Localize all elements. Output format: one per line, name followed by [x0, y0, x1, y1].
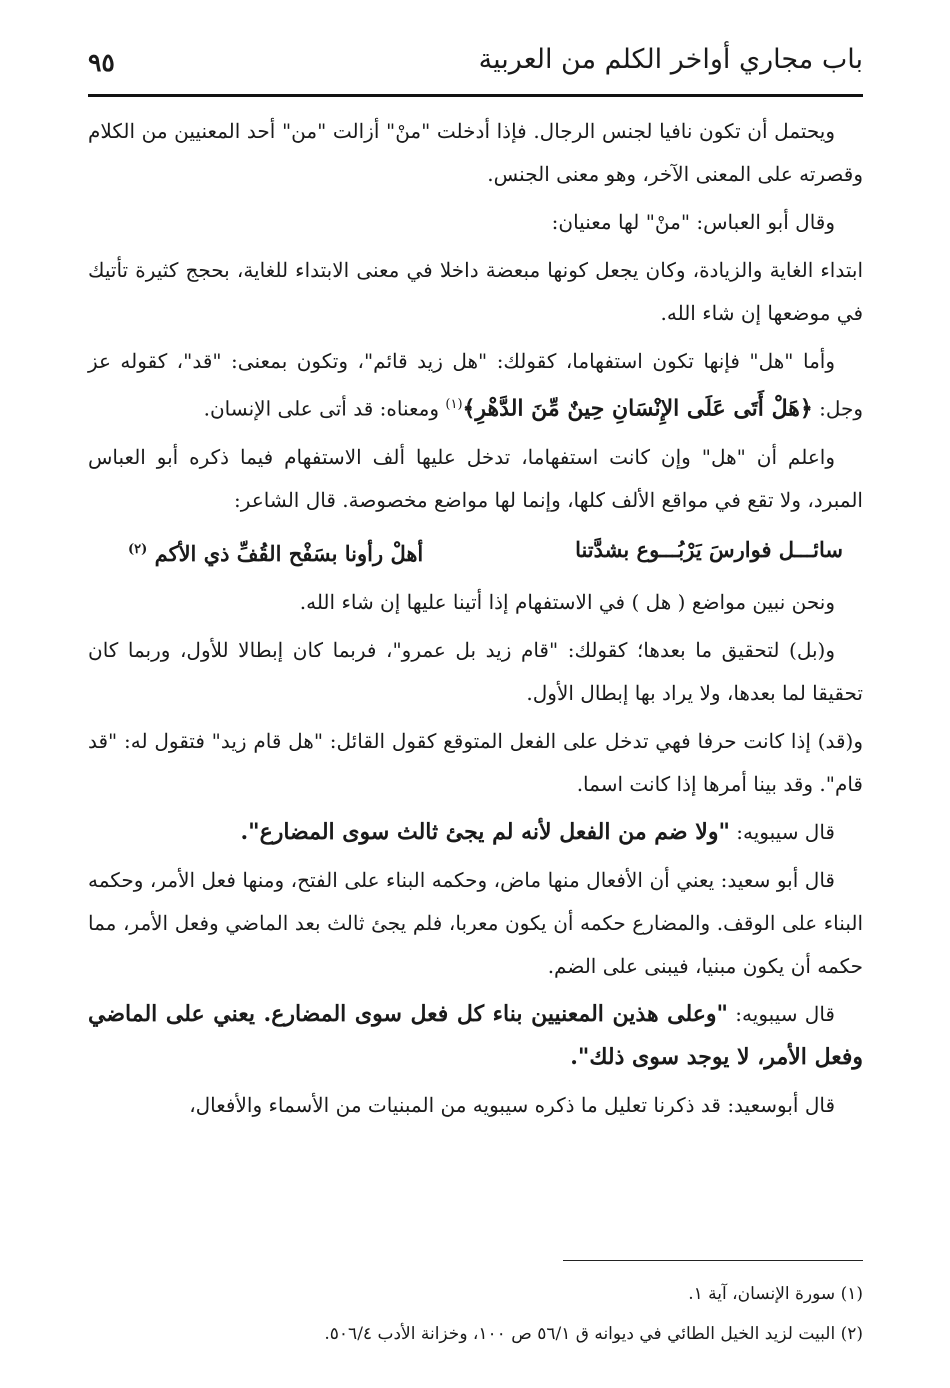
sibawayh-quote-2: "وعلى هذين المعنيين بناء كل فعل سوى المضارع. يعني على الماضي وفعل الأمر، لا يوجد سوى ذلك".	[88, 1000, 863, 1070]
sibawayh-quote-1: "ولا ضم من الفعل لأنه لم يجئ ثالث سوى المضارع".	[240, 818, 730, 845]
paragraph-7: و(بل) لتحقيق ما بعدها؛ كقولك: "قام زيد بل عمرو"، فربما كان إبطالا للأول، وربما كان تحقيقا لما بعدها، ولا يراد بها إبطال الأول.	[88, 637, 863, 705]
sibawayh-lead-2: قال سيبويه:	[728, 1001, 835, 1026]
paragraph-12: قال أبوسعيد: قد ذكرنا تعليل ما ذكره سيبويه من المبنيات من الأسماء والأفعال،	[189, 1092, 835, 1117]
paragraph-2: وقال أبو العباس: "منْ" لها معنيان:	[551, 210, 835, 234]
footnote-ref-2[interactable]: (٢)	[128, 541, 148, 557]
paragraph-4-text-after: ومعناه: قد أتى على الإنسان.	[203, 396, 446, 421]
paragraph-1: ويحتمل أن تكون نافيا لجنس الرجال. فإذا أدخلت "منْ" أزالت "من" أحد المعنيين من الكلام وقصرته على المعنى الآخر، وهو معنى الجنس.	[88, 119, 863, 186]
paragraph-11	[88, 993, 863, 1084]
verse-hemistich-1: سائـــل فوارسَ يَرْبُـــوع بشدَّتنا	[575, 536, 843, 562]
verse-hemistich-2-wrap	[128, 527, 423, 577]
footnote-2: (٢) البيت لزيد الخيل الطائي في ديوانه ق ٥٦/١ ص ١٠٠، وخزانة الأدب ٥٠٦/٤.	[324, 1324, 863, 1344]
paragraph-10: قال أبو سعيد: يعني أن الأفعال منها ماض، وحكمه البناء على الفتح، ومنها فعل الأمر، وحكمه البناء على الوقف. والمضارع حكمه أن يكون معربا، فلم يجئ ثالث بعد الماضي وفعل الأمر، مما حكمه أن يكون مبنيا، فيبنى على الضم.	[88, 867, 863, 978]
page-header	[88, 38, 863, 97]
paragraph-3: ابتداء الغاية والزيادة، وكان يجعل كونها مبعضة داخلا في معنى الابتداء للغاية، بحجج كثيرة تأتيك في موضعها إن شاء الله.	[88, 258, 863, 325]
page-number: ٩٥	[88, 48, 115, 77]
book-page	[88, 38, 863, 1358]
sibawayh-lead: قال سيبويه:	[729, 819, 835, 844]
footnote-ref-1[interactable]: (١)	[445, 397, 463, 412]
poetry-verse	[88, 527, 863, 581]
paragraph-9	[88, 811, 863, 859]
paragraph-6: ونحن نبين مواضع ( هل ) في الاستفهام إذا أتينا عليها إن شاء الله.	[299, 589, 835, 614]
paragraph-8: و(قد) إذا كانت حرفا فهي تدخل على الفعل المتوقع كقول القائل: "هل قام زيد" فتقول له: "قد قام". وقد بينا أمرها إذا كانت اسما.	[88, 728, 863, 796]
paragraph-4-text-before: وأما "هل" فإنها تكون استفهاما، كقولك: "هل زيد قائم"، وتكون بمعنى: "قد"، كقوله عز وجل:	[88, 349, 863, 421]
page-body	[88, 110, 863, 1132]
footnote-divider	[563, 1260, 863, 1261]
footnote-1: (١) سورة الإنسان، آية ١.	[688, 1284, 863, 1304]
quran-verse: ﴿هَلْ أَتَى عَلَى الإِنْسَانِ حِينٌ مِّنَ الدَّهْرِ﴾	[462, 395, 813, 422]
footnotes	[88, 1274, 863, 1354]
chapter-title: باب مجاري أواخر الكلم من العربية	[478, 44, 863, 75]
paragraph-5: واعلم أن "هل" وإن كانت استفهاما، تدخل عليها ألف الاستفهام فيما ذكره أبو العباس المبرد، ولا تقع في مواقع الألف كلها، وإنما لها مواضع مخصوصة. قال الشاعر:	[88, 444, 863, 512]
verse-hemistich-2: أهلْ رأونا بسَفْح القُفِّ ذي الأكم	[154, 540, 424, 566]
paragraph-4	[88, 340, 863, 436]
